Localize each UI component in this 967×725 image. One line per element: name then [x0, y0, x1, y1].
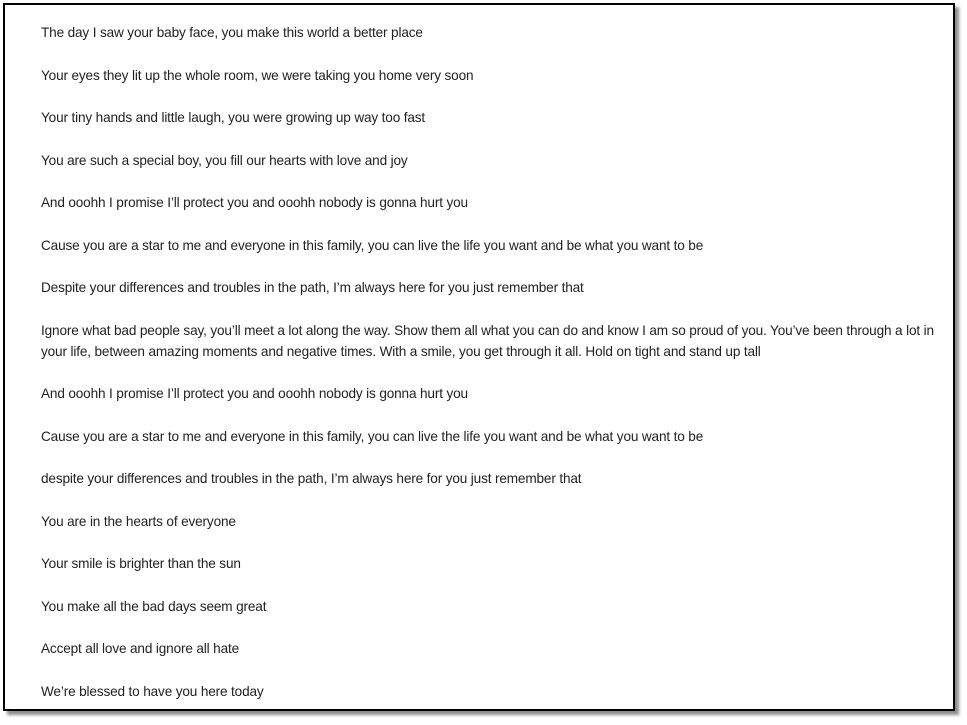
lyric-line: Cause you are a star to me and everyone in this family, you can live the life you want and be what you want to be — [41, 237, 704, 253]
lyrics-body — [41, 22, 953, 723]
lyric-line: despite your differences and troubles in the path, I’m always here for you just remember that — [41, 471, 582, 486]
lyric-line: You are such a special boy, you fill our hearts with love and joy — [41, 152, 408, 168]
lyric-line: Your tiny hands and little laugh, you were growing up way too fast — [41, 110, 426, 125]
lyric-line: Despite your differences and troubles in the path, I’m always here for you just remember that — [41, 280, 584, 295]
lyric-line: We’re blessed to have you here today — [41, 683, 264, 699]
lyric-line: Your smile is brighter than the sun — [41, 556, 241, 571]
lyric-line: Accept all love and ignore all hate — [41, 641, 240, 656]
lyric-line: Cause you are a star to me and everyone in this family, you can live the life you want and be what you want to be — [41, 428, 704, 444]
lyric-line: The day I saw your baby face, you make this world a better place — [41, 25, 423, 40]
lyric-line: Ignore what bad people say, you’ll meet a lot along the way. Show them all what you can do and know I am so proud of you. You’ve been through a lot in your life, between amazing moments and negative times. With a smile, you get through it all. Hold on tight and stand up tall — [41, 322, 934, 359]
document-frame — [3, 3, 955, 711]
lyric-line: And ooohh I promise I’ll protect you and ooohh nobody is gonna hurt you — [41, 195, 468, 210]
lyric-line: You are in the hearts of everyone — [41, 513, 236, 529]
lyric-line: And ooohh I promise I’ll protect you and ooohh nobody is gonna hurt you — [41, 386, 468, 401]
lyric-line: You make all the bad days seem great — [41, 598, 267, 614]
lyric-line: Your eyes they lit up the whole room, we were taking you home very soon — [41, 67, 474, 83]
